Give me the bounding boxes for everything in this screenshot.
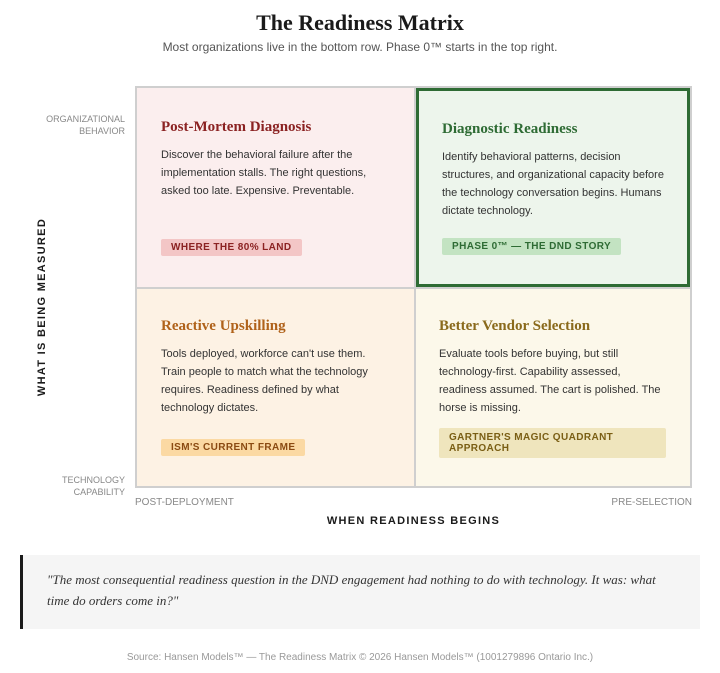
- y-axis-bottom-text: TECHNOLOGY CAPABILITY: [61, 475, 125, 497]
- y-axis-top-text: ORGANIZATIONAL BEHAVIOR: [46, 114, 125, 136]
- quadrant-diagnostic-readiness: [416, 88, 690, 287]
- y-axis-bottom-label: [25, 474, 125, 498]
- quadrant-description: Identify behavioral patterns, decision structures, and organizational capacity before the technology conversation begins. Humans dictate technology.: [442, 151, 664, 217]
- matrix-grid: [135, 86, 692, 488]
- quadrant-title: Diagnostic Readiness: [442, 121, 578, 137]
- quadrant-description: Tools deployed, workforce can't use them. Train people to match what the technology requires. Readiness defined by what technology dictates.: [161, 348, 368, 414]
- x-axis-left-label: POST-DEPLOYMENT: [135, 497, 234, 508]
- quadrant-title: Reactive Upskilling: [161, 318, 286, 334]
- quadrant-vendor-selection: [416, 289, 690, 486]
- page-title: The Readiness Matrix: [256, 10, 464, 35]
- quadrant-description: Evaluate tools before buying, but still technology-first. Capability assessed, readiness assumed. The cart is polished. The horse is missing.: [439, 348, 661, 414]
- quadrant-title: Better Vendor Selection: [439, 318, 591, 334]
- y-axis-top-label: [25, 113, 125, 137]
- x-axis-label: WHEN READINESS BEGINS: [326, 515, 501, 527]
- x-axis-right-label: PRE-SELECTION: [611, 497, 692, 508]
- quadrant-badge: ISM'S CURRENT FRAME: [161, 439, 305, 456]
- quadrant-badge: GARTNER'S MAGIC QUADRANT APPROACH: [439, 428, 666, 458]
- page-subtitle: Most organizations live in the bottom row. Phase 0™ starts in the top right.: [162, 40, 558, 54]
- quadrant-post-mortem: [137, 88, 414, 287]
- y-axis-label: WHAT IS BEING MEASURED: [36, 217, 48, 397]
- quadrant-description: Discover the behavioral failure after the implementation stalls. The right questions, asked too late. Expensive. Preventable.: [161, 149, 367, 197]
- quadrant-title: Post-Mortem Diagnosis: [161, 119, 312, 135]
- quadrant-badge: WHERE THE 80% LAND: [161, 239, 302, 256]
- pull-quote: "The most consequential readiness question in the DND engagement had nothing to do with technology. It was: what time do orders come in?": [20, 555, 700, 629]
- quadrant-badge: PHASE 0™ — THE DND STORY: [442, 238, 621, 255]
- quadrant-reactive-upskilling: [137, 289, 414, 486]
- source-footer: Source: Hansen Models™ — The Readiness Matrix © 2026 Hansen Models™ (1001279896 Ontario Inc.): [126, 652, 594, 663]
